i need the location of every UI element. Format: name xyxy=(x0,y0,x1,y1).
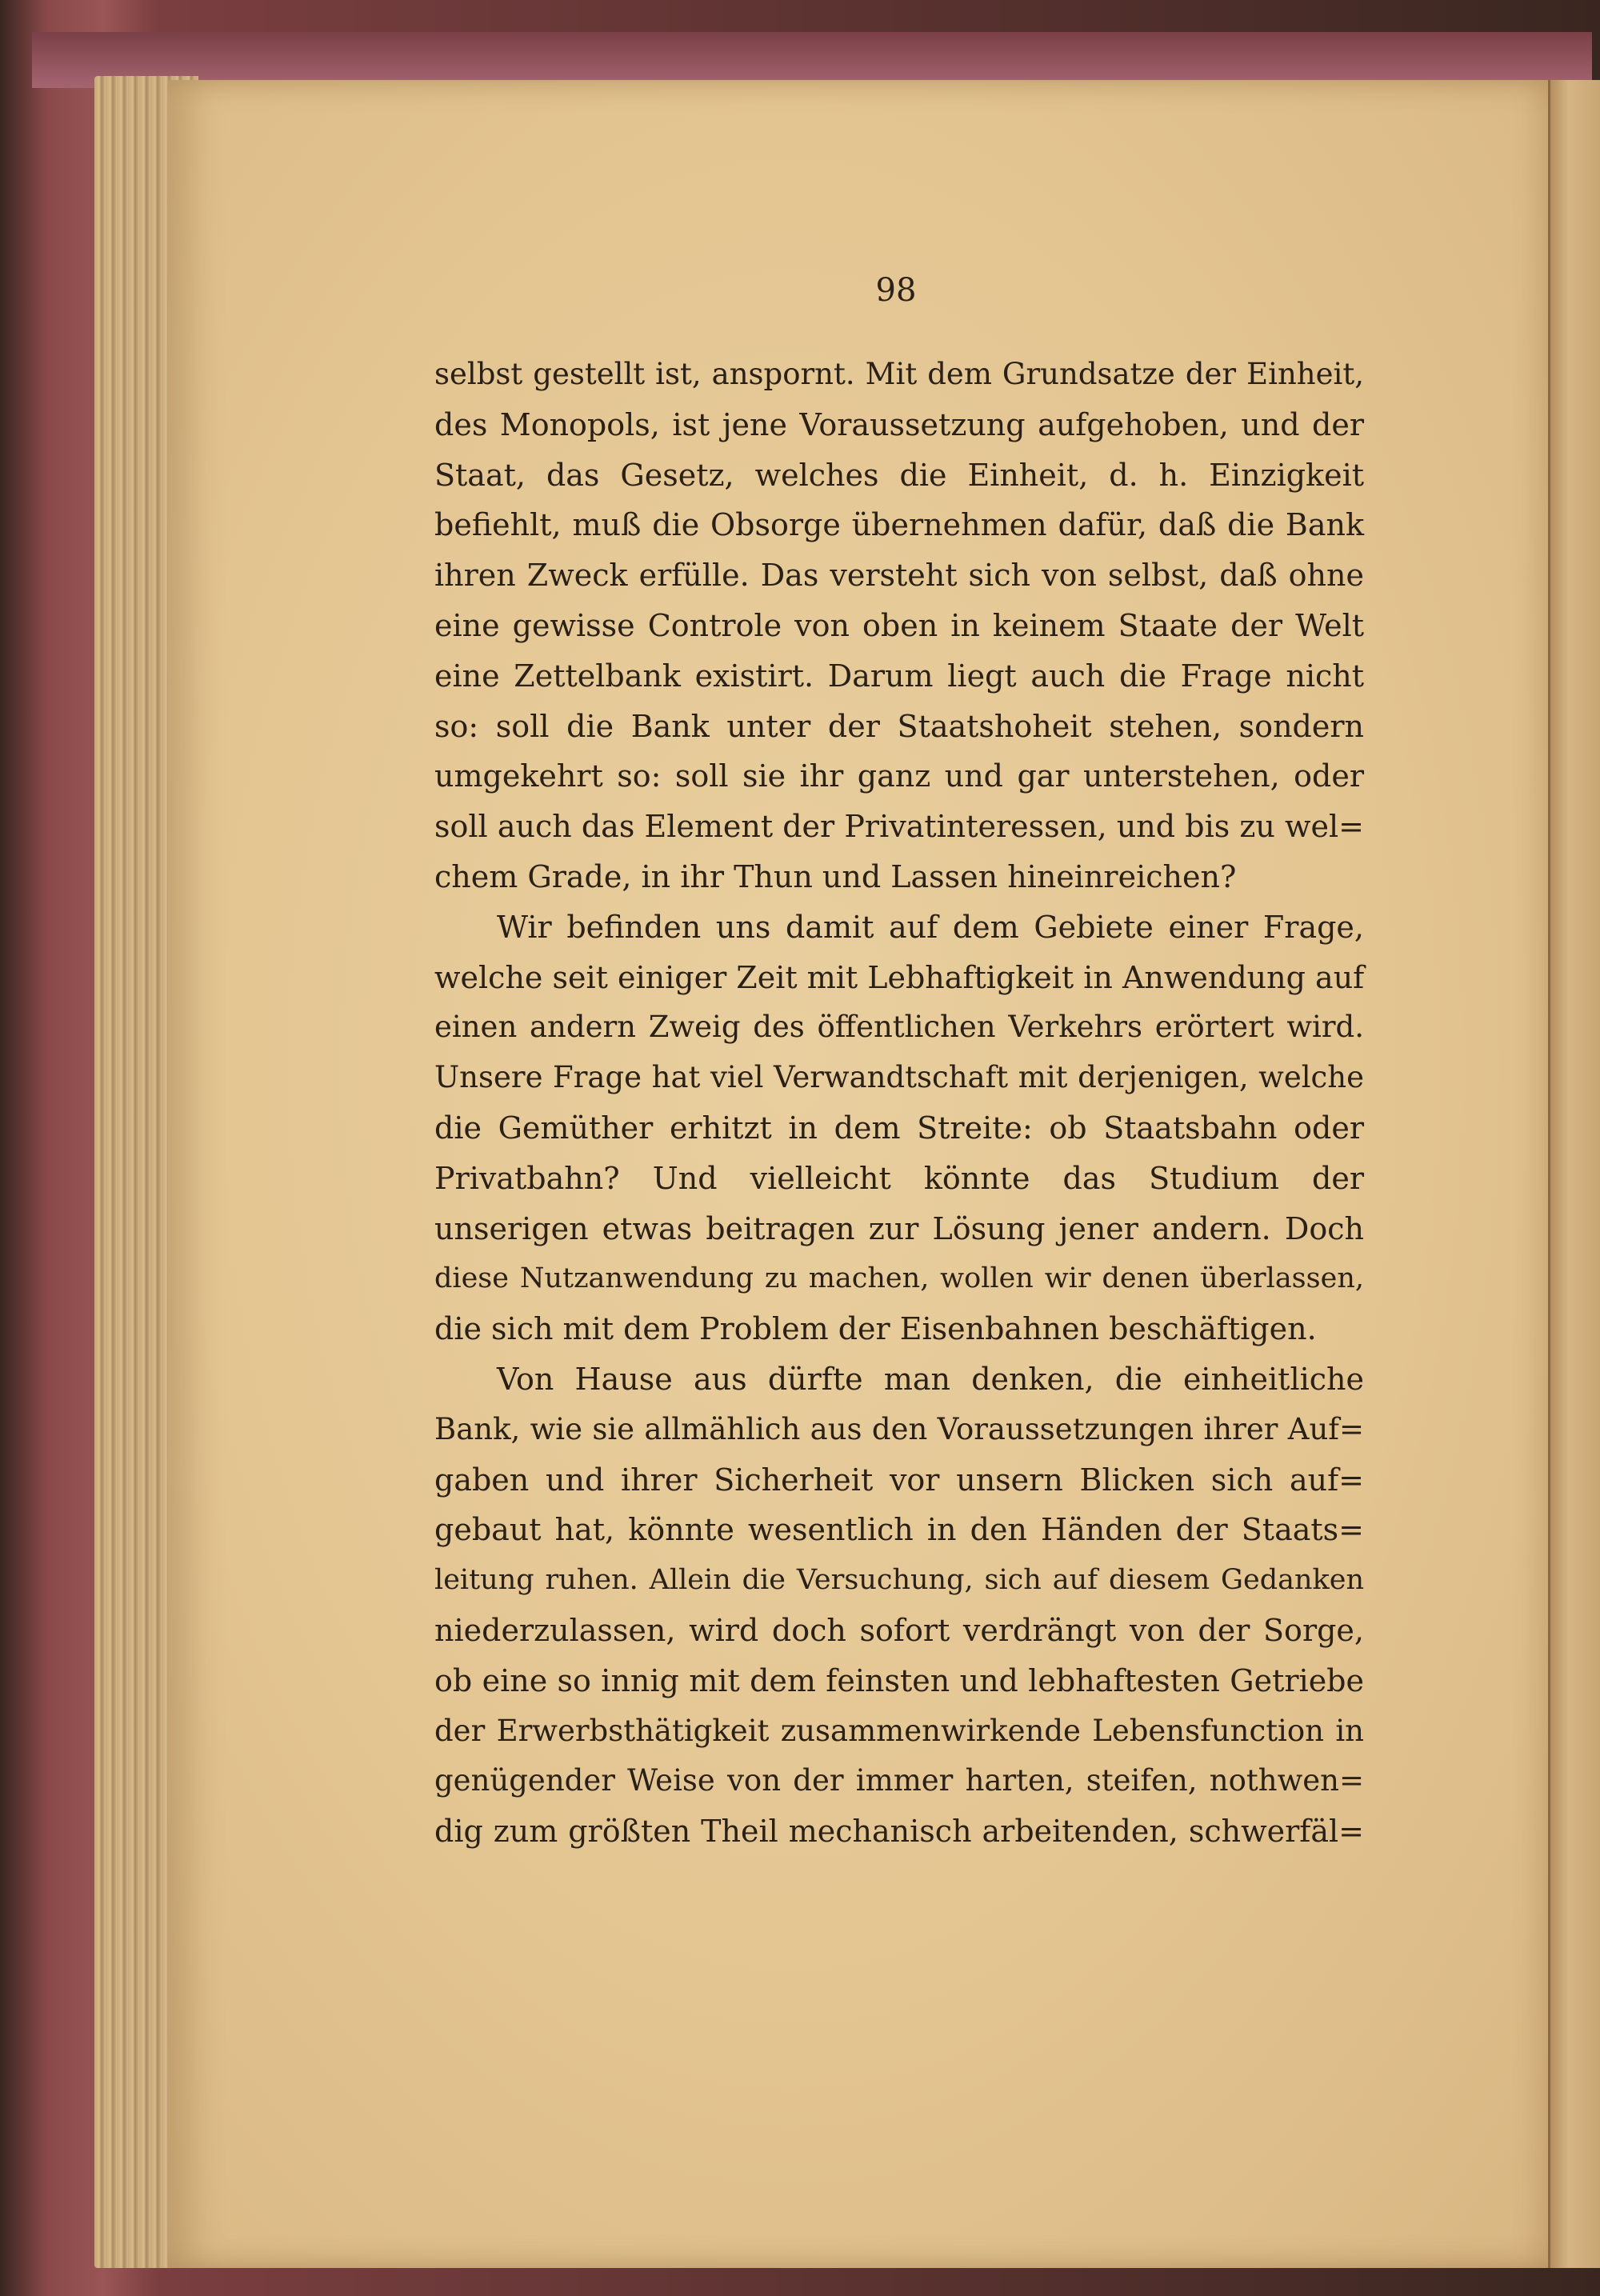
text-line: dig zum größten Theil mechanisch arbeitenden, schwerfäl= xyxy=(434,1814,1364,1850)
text-line: diese Nutzanwendung zu machen, wollen wir denen überlassen, xyxy=(434,1262,1364,1295)
text-line: Unsere Frage hat viel Verwandtschaft mit derjenigen, welche xyxy=(434,1060,1364,1095)
text-line: Wir befinden uns damit auf dem Gebiete einer Frage, xyxy=(497,909,1364,945)
text-line: befiehlt, muß die Obsorge übernehmen dafür, daß die Bank xyxy=(434,507,1364,543)
text-line: ob eine so innig mit dem feinsten und lebhaftesten Getriebe xyxy=(434,1662,1364,1698)
text-line: Staat, das Gesetz, welches die Einheit, d. h. Einzigkeit xyxy=(434,457,1364,493)
facing-page-edge xyxy=(1548,80,1600,2268)
text-line: soll auch das Element der Privatinteressen, und bis zu wel= xyxy=(434,809,1364,845)
gutter-line xyxy=(1548,80,1550,2268)
text-line: gaben und ihrer Sicherheit vor unsern Blicken sich auf= xyxy=(434,1462,1364,1498)
text-line: so: soll die Bank unter der Staatshoheit stehen, sondern xyxy=(434,708,1364,744)
text-line: eine Zettelbank existirt. Darum liegt auch die Frage nicht xyxy=(434,658,1364,694)
text-line: Von Hause aus dürfte man denken, die einheitliche xyxy=(497,1361,1364,1397)
text-line: leitung ruhen. Allein die Versuchung, sich auf diesem Gedanken xyxy=(434,1564,1364,1597)
text-line: welche seit einiger Zeit mit Lebhaftigkeit in Anwendung auf xyxy=(434,959,1365,995)
page-number: 98 xyxy=(875,272,917,309)
text-line: selbst gestellt ist, anspornt. Mit dem Grundsatze der Einheit, xyxy=(434,357,1364,391)
text-line: niederzulassen, wird doch sofort verdrängt von der Sorge, xyxy=(434,1612,1364,1648)
text-line: der Erwerbsthätigkeit zusammenwirkende Lebensfunction in xyxy=(434,1713,1364,1748)
text-line: gebaut hat, könnte wesentlich in den Händen der Staats= xyxy=(434,1512,1364,1548)
text-line: unserigen etwas beitragen zur Lösung jener andern. Doch xyxy=(434,1210,1364,1246)
text-line: einen andern Zweig des öffentlichen Verkehrs erörtert wird. xyxy=(434,1010,1364,1045)
text-line: chem Grade, in ihr Thun und Lassen hineinreichen? xyxy=(434,858,1237,894)
text-line: ihren Zweck erfülle. Das versteht sich von selbst, daß ohne xyxy=(434,558,1364,594)
text-line: die sich mit dem Problem der Eisenbahnen beschäftigen. xyxy=(434,1311,1317,1347)
text-line: die Gemüther erhitzt in dem Streite: ob Staatsbahn oder xyxy=(434,1110,1364,1146)
text-line: des Monopols, ist jene Voraussetzung aufgehoben, und der xyxy=(434,406,1364,442)
text-line: eine gewisse Controle von oben in keinem Staate der Welt xyxy=(434,607,1364,643)
text-line: Bank, wie sie allmählich aus den Voraussetzungen ihrer Auf= xyxy=(434,1411,1364,1446)
text-line: Privatbahn? Und vielleicht könnte das Studium der xyxy=(434,1160,1364,1196)
body-text xyxy=(434,350,1364,1857)
text-line: umgekehrt so: soll sie ihr ganz und gar unterstehen, oder xyxy=(434,758,1364,794)
text-line: genügender Weise von der immer harten, steifen, nothwen= xyxy=(434,1763,1364,1798)
